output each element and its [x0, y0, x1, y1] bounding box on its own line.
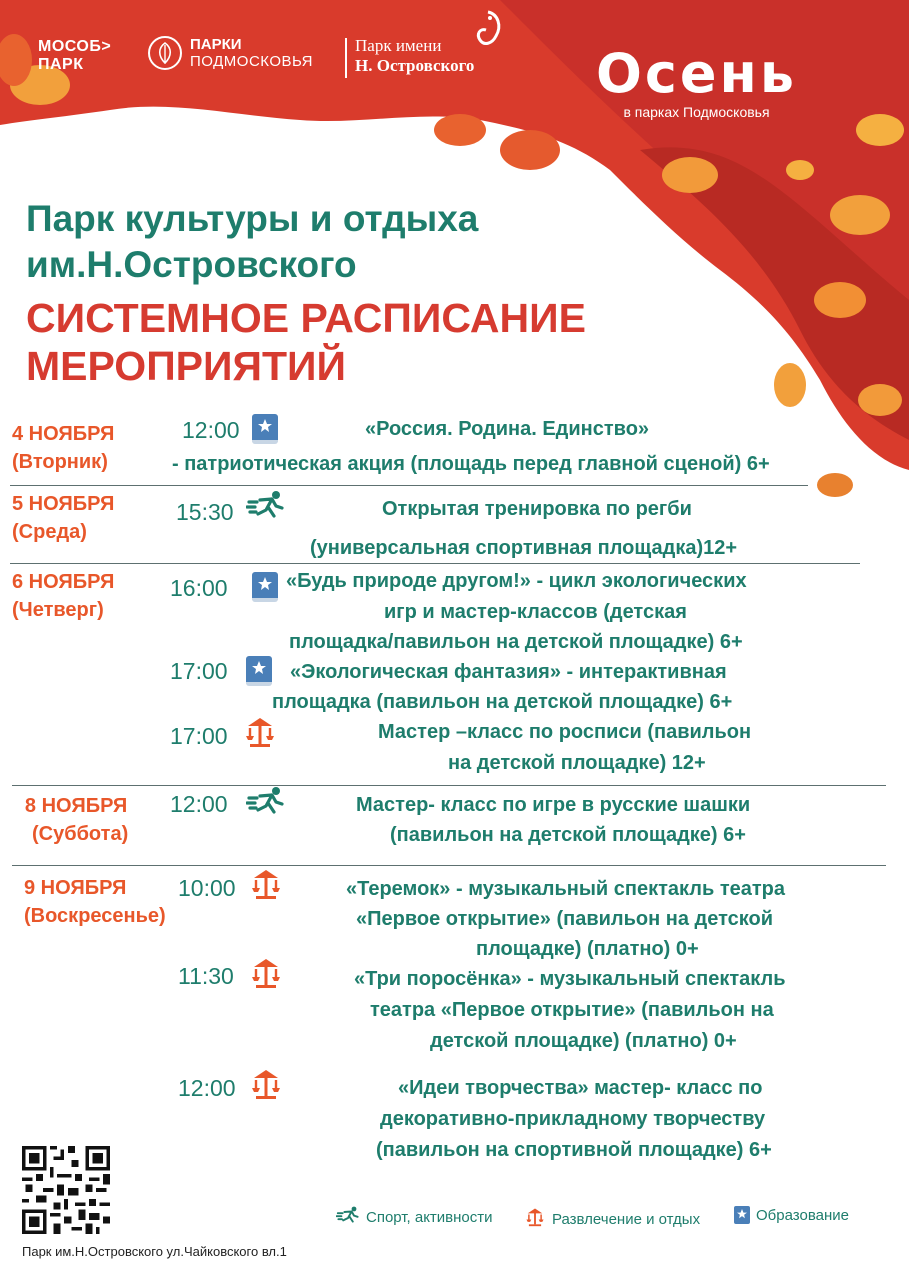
autumn-title: Осень: [596, 42, 797, 105]
event-line: - патриотическая акция (площадь перед главной сценой) 6+: [172, 453, 770, 475]
legend-entertainment: [524, 1206, 700, 1232]
mosobpark-logo: [38, 38, 111, 74]
event-line: на детской площадке) 12+: [448, 752, 706, 774]
event-time: 12:00: [182, 417, 240, 443]
event-line: декоративно-прикладному творчеству: [380, 1108, 766, 1130]
day-date: 5 НОЯБРЯ: [12, 493, 115, 515]
logo-bar: [0, 18, 909, 120]
event-time: 17:00: [170, 658, 228, 684]
event-line: Открытая тренировка по регби: [382, 498, 692, 520]
day-date: 6 НОЯБРЯ: [12, 571, 115, 593]
event-line: Мастер –класс по росписи (павильон: [378, 721, 752, 743]
entertainment-icon: [248, 1066, 284, 1102]
park-line1: Парк имени: [355, 36, 442, 55]
logo-divider: [345, 38, 347, 78]
event-line: «Первое открытие» (павильон на детской: [356, 908, 774, 930]
legend-education: [734, 1206, 849, 1224]
address: Парк им.Н.Островского ул.Чайковского вл.1: [22, 1244, 287, 1259]
event-line: (павильон на детской площадке) 6+: [390, 824, 746, 846]
day-weekday: (Воскресенье): [24, 905, 166, 927]
park-ostrovsky-logo: [355, 36, 474, 76]
day-date: 4 НОЯБРЯ: [12, 423, 115, 445]
event-line: игр и мастер-классов (детская: [384, 601, 687, 623]
divider: [12, 865, 886, 866]
education-icon: [246, 656, 272, 686]
event-line: «Будь природе другом!» - цикл экологических: [286, 570, 747, 592]
day-weekday: (Среда): [12, 521, 87, 543]
mosob-line2: ПАРК: [38, 56, 84, 73]
legend-entertainment-label: Развлечение и отдых: [552, 1210, 701, 1228]
entertainment-icon: [248, 955, 284, 991]
event-line: (павильон на спортивной площадке) 6+: [376, 1139, 772, 1161]
event-time: 12:00: [170, 791, 228, 817]
event-time: 10:00: [178, 875, 236, 901]
entertainment-icon: [242, 714, 278, 750]
sport-icon: [246, 490, 286, 520]
parki-line2: ПОДМОСКОВЬЯ: [190, 53, 314, 70]
parki-line1: ПАРКИ: [190, 36, 242, 53]
event-line: «Идеи творчества» мастер- класс по: [398, 1077, 763, 1099]
qr-code[interactable]: [22, 1146, 110, 1234]
day-label: [24, 874, 166, 930]
title-line4: МЕРОПРИЯТИЙ: [26, 343, 346, 389]
sport-icon: [246, 786, 286, 816]
legend-sport-label: Спорт, активности: [366, 1208, 493, 1226]
entertainment-icon: [248, 866, 284, 902]
title-line3: СИСТЕМНОЕ РАСПИСАНИЕ: [26, 295, 586, 341]
day-weekday: (Суббота): [32, 823, 129, 845]
bird-icon: [470, 8, 506, 56]
day-date: 9 НОЯБРЯ: [24, 877, 127, 899]
day-label: [12, 568, 114, 624]
page-title: [26, 196, 478, 288]
day-label: [24, 792, 128, 848]
day-label: [12, 420, 114, 476]
event-time: 17:00: [170, 723, 228, 749]
education-icon: [734, 1206, 750, 1224]
event-line: театра «Первое открытие» (павильон на: [370, 999, 774, 1021]
education-icon: [252, 414, 278, 444]
day-label: [12, 490, 114, 546]
event-line: Мастер- класс по игре в русские шашки: [356, 794, 751, 816]
day-date: 8 НОЯБРЯ: [24, 795, 128, 817]
event-line: площадке) (платно) 0+: [476, 938, 699, 960]
day-weekday: (Вторник): [12, 451, 108, 473]
event-line: «Экологическая фантазия» - интерактивная: [290, 661, 727, 683]
education-icon: [252, 572, 278, 602]
event-line: площадка/павильон на детской площадке) 6+: [289, 631, 743, 653]
legend-sport: [336, 1206, 493, 1228]
leaf-icon: [148, 36, 182, 70]
entertainment-icon: [524, 1206, 546, 1232]
divider: [10, 563, 860, 564]
event-line: «Россия. Родина. Единство»: [365, 418, 650, 440]
parki-podmoskovya-logo: [148, 36, 313, 70]
event-time: 11:30: [178, 963, 234, 989]
event-line: площадка (павильон на детской площадке) 6+: [272, 691, 733, 713]
autumn-in-parks-logo: [596, 42, 797, 120]
event-line: «Теремок» - музыкальный спектакль театра: [346, 878, 785, 900]
event-line: «Три поросёнка» - музыкальный спектакль: [354, 968, 786, 990]
legend-education-label: Образование: [756, 1206, 849, 1224]
event-line: детской площадке) (платно) 0+: [430, 1030, 737, 1052]
title-line2: им.Н.Островского: [26, 244, 357, 285]
event-time: 16:00: [170, 575, 228, 601]
event-line: (универсальная спортивная площадка)12+: [310, 537, 738, 559]
schedule-heading: [26, 294, 586, 390]
day-weekday: (Четверг): [12, 599, 104, 621]
autumn-subtitle: в парках Подмосковья: [623, 104, 770, 120]
mosob-line1: МОСОБ>: [38, 38, 112, 55]
divider: [10, 485, 808, 486]
event-time: 12:00: [178, 1075, 236, 1101]
park-line2: Н. Островского: [355, 56, 475, 75]
event-time: 15:30: [176, 499, 234, 525]
title-line1: Парк культуры и отдыха: [26, 198, 479, 239]
sport-icon: [336, 1206, 360, 1228]
divider: [12, 785, 886, 786]
